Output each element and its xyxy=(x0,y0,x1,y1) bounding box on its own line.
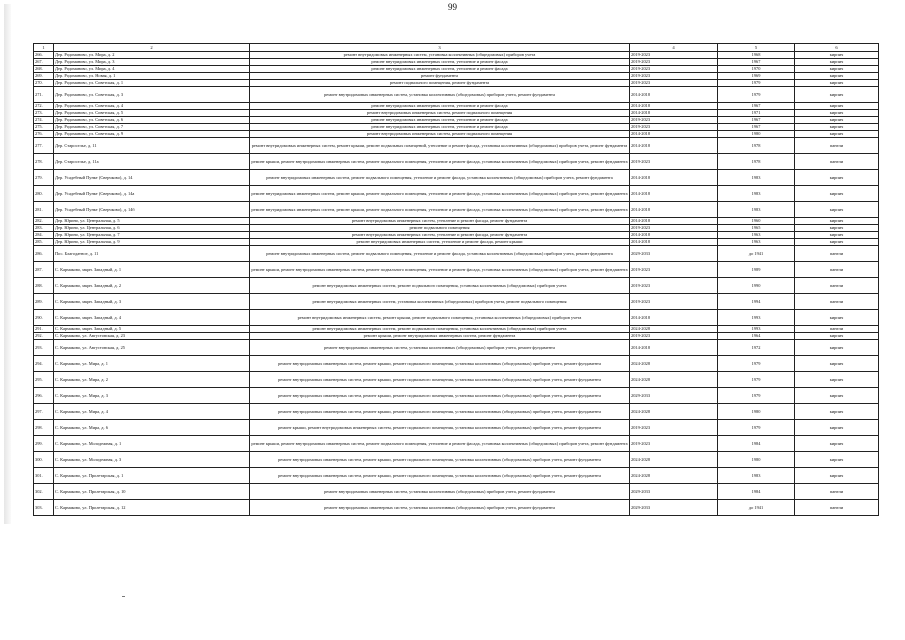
year-built-cell: 1971 xyxy=(718,110,795,117)
year-built-cell: 1978 xyxy=(718,154,795,170)
period-cell: 2019-2023 xyxy=(630,278,718,294)
work-type-cell: ремонт внутридомовых инженерных систем, установка коллективных (общедомовых) приборов учета, ремонт фундамента xyxy=(250,340,630,356)
row-number-cell: 288. xyxy=(34,278,54,294)
year-built-cell: 1980 xyxy=(718,452,795,468)
year-built-cell: 1979 xyxy=(718,87,795,103)
row-number-cell: 266. xyxy=(34,52,54,59)
work-type-cell: ремонт крыши, ремонт внутридомовых инженерных систем, ремонт фундамента xyxy=(250,333,630,340)
address-cell: Дер. Родоманово, ул. Советская, д. 1 xyxy=(54,80,250,87)
address-cell: Дер. Родоманово, ул. Советская, д. 3 xyxy=(54,87,250,103)
table-row xyxy=(34,356,879,372)
table-row xyxy=(34,170,879,186)
row-number-cell: 298. xyxy=(34,420,54,436)
year-built-cell: 1980 xyxy=(718,131,795,138)
period-cell: 2019-2023 xyxy=(630,225,718,232)
wall-material-cell: кирпич xyxy=(795,103,879,110)
row-number-cell: 302. xyxy=(34,484,54,500)
year-built-cell: 1965 xyxy=(718,225,795,232)
address-cell: С. Кармаково, ул. Августовская, д. 25 xyxy=(54,340,250,356)
table-row xyxy=(34,87,879,103)
table-row xyxy=(34,117,879,124)
wall-material-cell: кирпич xyxy=(795,333,879,340)
work-type-cell: ремонт крыши, ремонт внутридомовых инженерных систем, ремонт подвального помещения, утепление и ремонт фасада, установка коллективных (общедомовых) приборов учета, ремонт фундамента xyxy=(250,262,630,278)
table-row xyxy=(34,436,879,452)
year-built-cell: 1960 xyxy=(718,218,795,225)
work-type-cell: ремонт внутридомовых инженерных систем, ремонт крыши, ремонт подвального помещения, установка коллективных (общедомовых) приборов учета, ремонт фундамента xyxy=(250,404,630,420)
period-cell: 2029-2033 xyxy=(630,484,718,500)
row-number-cell: 290. xyxy=(34,310,54,326)
table-row xyxy=(34,333,879,340)
period-cell: 2014-2018 xyxy=(630,170,718,186)
address-cell: Дер. Родоманово, ул. Советская, д. 7 xyxy=(54,124,250,131)
address-cell: С. Кармаково, мкрн. Западный, д. 3 xyxy=(54,294,250,310)
table-row xyxy=(34,138,879,154)
year-built-cell: 1983 xyxy=(718,468,795,484)
year-built-cell: 1983 xyxy=(718,186,795,202)
table-row xyxy=(34,73,879,80)
work-type-cell: ремонт внутридомовых инженерных систем, утепление и ремонт фасада, ремонт фундамента xyxy=(250,232,630,239)
period-cell: 2024-2028 xyxy=(630,356,718,372)
wall-material-cell: кирпич xyxy=(795,239,879,246)
wall-material-cell: панели xyxy=(795,500,879,516)
period-cell: 2029-2033 xyxy=(630,388,718,404)
year-built-cell: 1970 xyxy=(718,66,795,73)
row-number-cell: 287. xyxy=(34,262,54,278)
row-number-cell: 281. xyxy=(34,202,54,218)
year-built-cell: 1979 xyxy=(718,420,795,436)
wall-material-cell: кирпич xyxy=(795,436,879,452)
wall-material-cell: панели xyxy=(795,246,879,262)
work-type-cell: ремонт внутридомовых инженерных систем, ремонт крыши, ремонт подвального помещения, утепление и ремонт фасада, установка коллективных (общедомовых) приборов учета, ремонт фундамента xyxy=(250,186,630,202)
row-number-cell: 267. xyxy=(34,59,54,66)
work-type-cell: ремонт крыши, ремонт внутридомовых инженерных систем, ремонт подвального помещения, утепление и ремонт фасада, установка коллективных (общедомовых) приборов учета, ремонт фундамента xyxy=(250,154,630,170)
period-cell: 2024-2028 xyxy=(630,468,718,484)
row-number-cell: 286. xyxy=(34,246,54,262)
period-cell: 2019-2023 xyxy=(630,59,718,66)
wall-material-cell: кирпич xyxy=(795,66,879,73)
address-cell: С. Кармаково, ул. Пролетарская, д. 10 xyxy=(54,484,250,500)
row-number-cell: 296. xyxy=(34,388,54,404)
row-number-cell: 299. xyxy=(34,436,54,452)
wall-material-cell: панели xyxy=(795,326,879,333)
period-cell: 2024-2028 xyxy=(630,404,718,420)
period-cell: 2014-2018 xyxy=(630,310,718,326)
period-cell: 2014-2018 xyxy=(630,239,718,246)
wall-material-cell: кирпич xyxy=(795,131,879,138)
table-row xyxy=(34,131,879,138)
table-row xyxy=(34,468,879,484)
year-built-cell: 1989 xyxy=(718,262,795,278)
address-cell: Дер. Родоманово, ул. Новая, д. 1 xyxy=(54,73,250,80)
table-row xyxy=(34,52,879,59)
housing-repair-table xyxy=(33,43,879,516)
table-row xyxy=(34,202,879,218)
table-row xyxy=(34,372,879,388)
period-cell: 2014-2018 xyxy=(630,131,718,138)
work-type-cell: ремонт внутридомовых инженерных систем, установка коллективных (общедомовых) приборов учета, ремонт фундамента xyxy=(250,87,630,103)
column-header: 4 xyxy=(630,44,718,52)
table-row xyxy=(34,404,879,420)
year-built-cell: до 1941 xyxy=(718,246,795,262)
wall-material-cell: кирпич xyxy=(795,232,879,239)
period-cell: 2024-2028 xyxy=(630,326,718,333)
row-number-cell: 275. xyxy=(34,124,54,131)
address-cell: Дер. Юрино, ул. Центральная, д. 5 xyxy=(54,218,250,225)
address-cell: С. Кармаково, ул. Мира, д. 1 xyxy=(54,356,250,372)
period-cell: 2019-2023 xyxy=(630,420,718,436)
address-cell: С. Кармаково, ул. Пролетарская, д. 1 xyxy=(54,468,250,484)
year-built-cell: 1993 xyxy=(718,310,795,326)
year-built-cell: 1968 xyxy=(718,52,795,59)
address-cell: С. Кармаково, ул. Мира, д. 3 xyxy=(54,388,250,404)
period-cell: 2024-2028 xyxy=(630,452,718,468)
address-cell: Дер. Родоманово, ул. Мира, д. 4 xyxy=(54,66,250,73)
address-cell: Дер. Родоманово, ул. Советская, д. 5 xyxy=(54,110,250,117)
row-number-cell: 291. xyxy=(34,326,54,333)
wall-material-cell: кирпич xyxy=(795,87,879,103)
work-type-cell: ремонт внутридомовых инженерных систем, ремонт подвального помещения, установка коллективных (общедомовых) приборов учета xyxy=(250,278,630,294)
wall-material-cell: кирпич xyxy=(795,404,879,420)
column-number-row xyxy=(34,44,879,52)
year-built-cell: 1984 xyxy=(718,484,795,500)
table-row xyxy=(34,232,879,239)
wall-material-cell: кирпич xyxy=(795,310,879,326)
work-type-cell: ремонт внутридомовых инженерных систем, ремонт крыши, ремонт подвального помещения, установка коллективных (общедомовых) приборов учета, ремонт фундамента xyxy=(250,452,630,468)
period-cell: 2014-2018 xyxy=(630,186,718,202)
period-cell: 2014-2018 xyxy=(630,103,718,110)
work-type-cell: ремонт внутридомовых инженерных систем, утепление и ремонт фасада xyxy=(250,66,630,73)
wall-material-cell: кирпич xyxy=(795,110,879,117)
wall-material-cell: панели xyxy=(795,278,879,294)
period-cell: 2014-2018 xyxy=(630,202,718,218)
work-type-cell: ремонт внутридомовых инженерных систем, ремонт подвального помещения, утепление и ремонт фасада, установка коллективных (общедомовых) приборов учета, ремонт фундамента xyxy=(250,170,630,186)
row-number-cell: 272. xyxy=(34,103,54,110)
year-built-cell: 1979 xyxy=(718,356,795,372)
wall-material-cell: кирпич xyxy=(795,59,879,66)
work-type-cell: ремонт внутридомовых инженерных систем, ремонт подвального помещения xyxy=(250,131,630,138)
work-type-cell: ремонт внутридомовых инженерных систем, установка коллективных (общедомовых) приборов учета, ремонт фундамента xyxy=(250,484,630,500)
work-type-cell: ремонт внутридомовых инженерных систем, утепление и ремонт фасада, ремонт фундамента xyxy=(250,218,630,225)
work-type-cell: ремонт внутридомовых инженерных систем, утепление и ремонт фасада xyxy=(250,117,630,124)
period-cell: 2019-2023 xyxy=(630,294,718,310)
address-cell: С. Кармаково, ул. Молодежная, д. 1 xyxy=(54,436,250,452)
year-built-cell: 1967 xyxy=(718,59,795,66)
table-row xyxy=(34,420,879,436)
year-built-cell: 1972 xyxy=(718,340,795,356)
row-number-cell: 271. xyxy=(34,87,54,103)
period-cell: 2019-2023 xyxy=(630,73,718,80)
wall-material-cell: кирпич xyxy=(795,186,879,202)
period-cell: 2014-2018 xyxy=(630,138,718,154)
table-row xyxy=(34,110,879,117)
address-cell: Дер. Усадебный Пункт (Сверчково), д. 14 xyxy=(54,170,250,186)
table-row xyxy=(34,59,879,66)
column-header: 1 xyxy=(34,44,54,52)
work-type-cell: ремонт фундамента xyxy=(250,73,630,80)
table-row xyxy=(34,294,879,310)
table-row xyxy=(34,186,879,202)
work-type-cell: ремонт внутридомовых инженерных систем, установка коллективных (общедомовых) приборов учета xyxy=(250,52,630,59)
period-cell: 2019-2023 xyxy=(630,333,718,340)
table-row xyxy=(34,246,879,262)
work-type-cell: ремонт внутридомовых инженерных систем, установка коллективных (общедомовых) приборов учета, ремонт подвального помещения xyxy=(250,294,630,310)
row-number-cell: 297. xyxy=(34,404,54,420)
work-type-cell: ремонт внутридомовых инженерных систем, ремонт крыши, ремонт подвального помещения, установка коллективных (общедомовых) приборов учета, ремонт фундамента xyxy=(250,468,630,484)
address-cell: Дер. Староселье, д. 11 xyxy=(54,138,250,154)
address-cell: С. Кармаково, ул. Мира, д. 2 xyxy=(54,372,250,388)
year-built-cell: 1990 xyxy=(718,278,795,294)
table-row xyxy=(34,310,879,326)
address-cell: С. Кармаково, мкрн. Западный, д. 1 xyxy=(54,262,250,278)
work-type-cell: ремонт внутридомовых инженерных систем, утепление и ремонт фасада, ремонт крыши xyxy=(250,239,630,246)
row-number-cell: 289. xyxy=(34,294,54,310)
period-cell: 2029-2033 xyxy=(630,246,718,262)
year-built-cell: 1979 xyxy=(718,80,795,87)
table-row xyxy=(34,154,879,170)
wall-material-cell: кирпич xyxy=(795,73,879,80)
address-cell: С. Кармаково, мкрн. Западный, д. 5 xyxy=(54,326,250,333)
period-cell: 2019-2023 xyxy=(630,436,718,452)
year-built-cell: 1993 xyxy=(718,326,795,333)
row-number-cell: 285. xyxy=(34,239,54,246)
work-type-cell: ремонт внутридомовых инженерных систем, утепление и ремонт фасада xyxy=(250,124,630,131)
year-built-cell: 1967 xyxy=(718,124,795,131)
work-type-cell: ремонт внутридомовых инженерных систем, ремонт подвального помещения, утепление и ремонт фасада, установка коллективных (общедомовых) приборов учета, ремонт фундамента xyxy=(250,246,630,262)
table-row xyxy=(34,124,879,131)
row-number-cell: 282. xyxy=(34,218,54,225)
column-header: 6 xyxy=(795,44,879,52)
period-cell: 2014-2018 xyxy=(630,232,718,239)
table-row xyxy=(34,66,879,73)
table-row xyxy=(34,278,879,294)
row-number-cell: 284. xyxy=(34,232,54,239)
year-built-cell: 1983 xyxy=(718,170,795,186)
row-number-cell: 294. xyxy=(34,356,54,372)
row-number-cell: 269. xyxy=(34,73,54,80)
table-row xyxy=(34,326,879,333)
wall-material-cell: панели xyxy=(795,138,879,154)
row-number-cell: 274. xyxy=(34,117,54,124)
year-built-cell: 1967 xyxy=(718,117,795,124)
table-row xyxy=(34,80,879,87)
address-cell: С. Кармаково, мкрн. Западный, д. 2 xyxy=(54,278,250,294)
year-built-cell: 1979 xyxy=(718,388,795,404)
wall-material-cell: кирпич xyxy=(795,202,879,218)
period-cell: 2014-2018 xyxy=(630,218,718,225)
row-number-cell: 303. xyxy=(34,500,54,516)
table-row xyxy=(34,239,879,246)
wall-material-cell: кирпич xyxy=(795,468,879,484)
work-type-cell: ремонт внутридомовых инженерных систем, утепление и ремонт фасада xyxy=(250,59,630,66)
table-row xyxy=(34,225,879,232)
table-body xyxy=(34,52,879,516)
period-cell: 2019-2023 xyxy=(630,80,718,87)
row-number-cell: 273. xyxy=(34,110,54,117)
address-cell: Дер. Родоманово, ул. Советская, д. 4 xyxy=(54,103,250,110)
year-built-cell: 1967 xyxy=(718,103,795,110)
work-type-cell: ремонт крыши, ремонт внутридомовых инженерных систем, ремонт подвального помещения, установка коллективных (общедомовых) приборов учета, ремонт фундамента xyxy=(250,420,630,436)
address-cell: Дер. Юрино, ул. Центральная, д. 6 xyxy=(54,225,250,232)
address-cell: С. Кармаково, ул. Мира, д. 6 xyxy=(54,420,250,436)
address-cell: Пос. Благодатное, д. 11 xyxy=(54,246,250,262)
row-number-cell: 278. xyxy=(34,154,54,170)
year-built-cell: до 1941 xyxy=(718,500,795,516)
row-number-cell: 277. xyxy=(34,138,54,154)
wall-material-cell: панели xyxy=(795,154,879,170)
period-cell: 2019-2023 xyxy=(630,117,718,124)
address-cell: Дер. Родоманово, ул. Мира, д. 3 xyxy=(54,59,250,66)
wall-material-cell: кирпич xyxy=(795,420,879,436)
period-cell: 2014-2018 xyxy=(630,87,718,103)
column-header: 5 xyxy=(718,44,795,52)
wall-material-cell: кирпич xyxy=(795,117,879,124)
table-row xyxy=(34,484,879,500)
work-type-cell: ремонт внутридомовых инженерных систем, ремонт подвального помещения xyxy=(250,110,630,117)
scan-edge-shadow xyxy=(4,4,11,524)
row-number-cell: 268. xyxy=(34,66,54,73)
row-number-cell: 276. xyxy=(34,131,54,138)
table-row xyxy=(34,262,879,278)
wall-material-cell: панели xyxy=(795,262,879,278)
year-built-cell: 1964 xyxy=(718,333,795,340)
work-type-cell: ремонт внутридомовых инженерных систем, ремонт крыши, ремонт подвального помещения, установка коллективных (общедомовых) приборов учета xyxy=(250,310,630,326)
column-header: 2 xyxy=(54,44,250,52)
scan-artifact xyxy=(122,596,125,597)
table-row xyxy=(34,340,879,356)
period-cell: 2024-2028 xyxy=(630,372,718,388)
address-cell: Дер. Староселье, д. 11а xyxy=(54,154,250,170)
year-built-cell: 1984 xyxy=(718,436,795,452)
row-number-cell: 280. xyxy=(34,186,54,202)
wall-material-cell: кирпич xyxy=(795,225,879,232)
year-built-cell: 1980 xyxy=(718,404,795,420)
period-cell: 2019-2023 xyxy=(630,52,718,59)
work-type-cell: ремонт внутридомовых инженерных систем, ремонт крыши, ремонт подвального помещения, установка коллективных (общедомовых) приборов учета, ремонт фундамента xyxy=(250,356,630,372)
table-row xyxy=(34,218,879,225)
wall-material-cell: кирпич xyxy=(795,340,879,356)
year-built-cell: 1994 xyxy=(718,294,795,310)
period-cell: 2014-2018 xyxy=(630,110,718,117)
address-cell: С. Кармаково, мкрн. Западный, д. 4 xyxy=(54,310,250,326)
address-cell: Дер. Усадебный Пункт (Сверчково), д. 14а xyxy=(54,186,250,202)
period-cell: 2019-2023 xyxy=(630,66,718,73)
row-number-cell: 300. xyxy=(34,452,54,468)
address-cell: С. Кармаково, ул. Мира, д. 4 xyxy=(54,404,250,420)
year-built-cell: 1979 xyxy=(718,372,795,388)
wall-material-cell: кирпич xyxy=(795,124,879,131)
period-cell: 2019-2023 xyxy=(630,154,718,170)
wall-material-cell: панели xyxy=(795,484,879,500)
address-cell: С. Кармаково, ул. Августовская, д. 23 xyxy=(54,333,250,340)
work-type-cell: ремонт внутридомовых инженерных систем, ремонт крыши, ремонт подвальных помещений, утепление и ремонт фасада, установка коллективных (общедомовых) приборов учета, ремонт фундамента xyxy=(250,138,630,154)
period-cell: 2014-2018 xyxy=(630,340,718,356)
row-number-cell: 270. xyxy=(34,80,54,87)
address-cell: Дер. Юрино, ул. Центральная, д. 9 xyxy=(54,239,250,246)
table-row xyxy=(34,103,879,110)
work-type-cell: ремонт внутридомовых инженерных систем, ремонт крыши, ремонт подвального помещения, установка коллективных (общедомовых) приборов учета, ремонт фундамента xyxy=(250,388,630,404)
work-type-cell: ремонт внутридомовых инженерных систем, ремонт крыши, ремонт подвального помещения, утепление и ремонт фасада, установка коллективных (общедомовых) приборов учета, ремонт фундамента xyxy=(250,202,630,218)
table-row xyxy=(34,388,879,404)
row-number-cell: 279. xyxy=(34,170,54,186)
page-number: 99 xyxy=(448,2,457,12)
wall-material-cell: кирпич xyxy=(795,452,879,468)
wall-material-cell: кирпич xyxy=(795,170,879,186)
wall-material-cell: панели xyxy=(795,294,879,310)
row-number-cell: 301. xyxy=(34,468,54,484)
work-type-cell: ремонт подвального помещения xyxy=(250,225,630,232)
table-row xyxy=(34,452,879,468)
address-cell: Дер. Родоманово, ул. Советская, д. 9 xyxy=(54,131,250,138)
row-number-cell: 283. xyxy=(34,225,54,232)
address-cell: Дер. Юрино, ул. Центральная, д. 7 xyxy=(54,232,250,239)
year-built-cell: 1963 xyxy=(718,239,795,246)
year-built-cell: 1983 xyxy=(718,202,795,218)
year-built-cell: 1963 xyxy=(718,232,795,239)
address-cell: Дер. Родоманово, ул. Мира, д. 2 xyxy=(54,52,250,59)
year-built-cell: 1969 xyxy=(718,73,795,80)
address-cell: Дер. Усадебный Пункт (Сверчково), д. 14б xyxy=(54,202,250,218)
work-type-cell: ремонт внутридомовых инженерных систем, ремонт подвального помещения, установка коллективных (общедомовых) приборов учета xyxy=(250,326,630,333)
period-cell: 2029-2033 xyxy=(630,500,718,516)
wall-material-cell: кирпич xyxy=(795,372,879,388)
work-type-cell: ремонт внутридомовых инженерных систем, ремонт крыши, ремонт подвального помещения, установка коллективных (общедомовых) приборов учета, ремонт фундамента xyxy=(250,372,630,388)
row-number-cell: 293. xyxy=(34,340,54,356)
period-cell: 2019-2023 xyxy=(630,262,718,278)
work-type-cell: ремонт внутридомовых инженерных систем, установка коллективных (общедомовых) приборов учета, ремонт фундамента xyxy=(250,500,630,516)
work-type-cell: ремонт подвального помещения, ремонт фундамента xyxy=(250,80,630,87)
row-number-cell: 295. xyxy=(34,372,54,388)
wall-material-cell: кирпич xyxy=(795,80,879,87)
work-type-cell: ремонт крыши, ремонт внутридомовых инженерных систем, ремонт подвального помещения, утепление и ремонт фасада, установка коллективных (общедомовых) приборов учета, ремонт фундамента xyxy=(250,436,630,452)
row-number-cell: 292. xyxy=(34,333,54,340)
wall-material-cell: кирпич xyxy=(795,388,879,404)
period-cell: 2019-2023 xyxy=(630,124,718,131)
table-row xyxy=(34,500,879,516)
work-type-cell: ремонт внутридомовых инженерных систем, утепление и ремонт фасада xyxy=(250,103,630,110)
column-header: 3 xyxy=(250,44,630,52)
year-built-cell: 1978 xyxy=(718,138,795,154)
address-cell: С. Кармаково, ул. Пролетарская, д. 12 xyxy=(54,500,250,516)
wall-material-cell: кирпич xyxy=(795,218,879,225)
wall-material-cell: кирпич xyxy=(795,356,879,372)
address-cell: С. Кармаково, ул. Молодежная, д. 3 xyxy=(54,452,250,468)
wall-material-cell: кирпич xyxy=(795,52,879,59)
address-cell: Дер. Родоманово, ул. Советская, д. 6 xyxy=(54,117,250,124)
